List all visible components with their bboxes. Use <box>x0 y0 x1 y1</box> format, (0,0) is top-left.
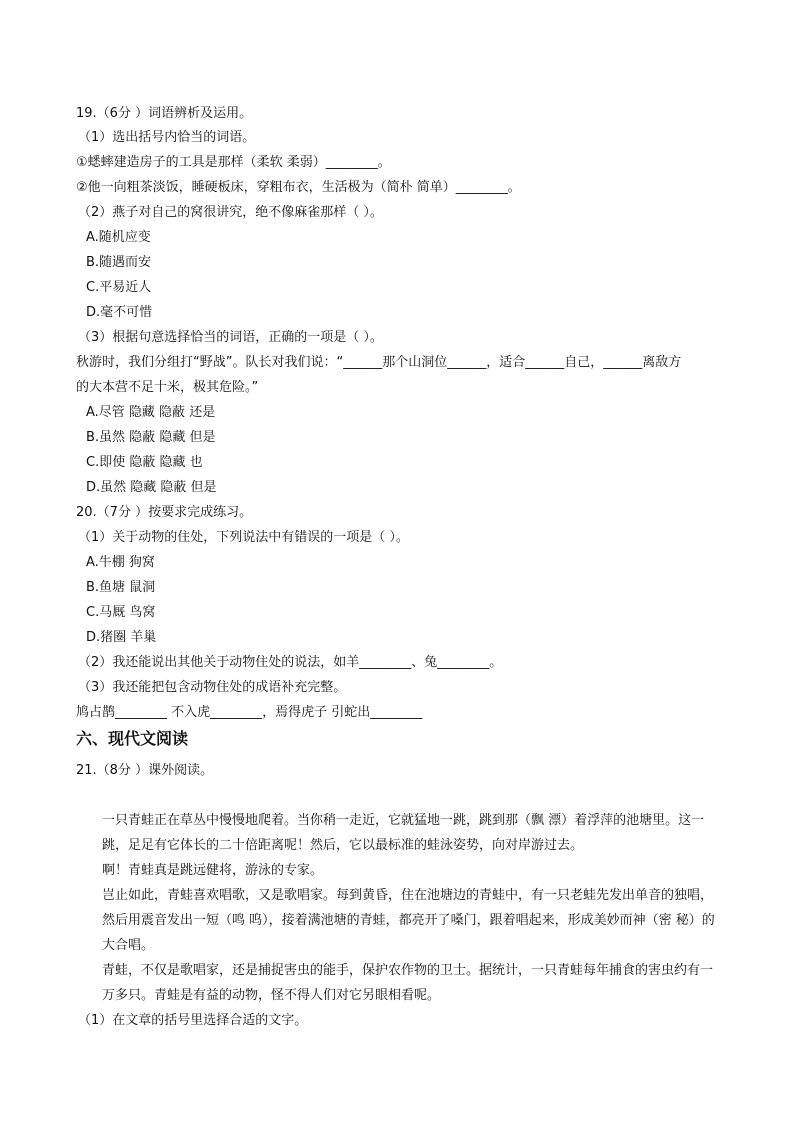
q19-part3-text-line2: 的大本营不足十米，极其危险。” <box>76 380 259 395</box>
q20-part3: （3）我还能把包含动物住处的成语补充完整。 <box>78 680 347 695</box>
q20-part3-idioms: 鸠占鹊________ 不入虎________，焉得虎子 引蛇出________ <box>76 705 423 720</box>
q20-part1-option-d: D.猪圈 羊巢 <box>86 630 157 645</box>
section-heading: 六、现代文阅读 <box>76 729 189 748</box>
q21-paragraph-4 <box>76 958 722 1008</box>
q19-part2-option-c: C.平易近人 <box>86 280 152 295</box>
q21-paragraph-1 <box>76 808 722 858</box>
q20-part1: （1）关于动物的住处，下列说法中有错误的一项是（ ）。 <box>78 530 409 545</box>
q20-part1-option-b: B.鱼塘 鼠洞 <box>86 580 156 595</box>
q19-part3-option-c: C.即使 隐蔽 隐藏 也 <box>86 455 203 470</box>
q20-header: 20.（7分 ）按要求完成练习。 <box>76 505 253 520</box>
q19-part2-option-a: A.随机应变 <box>86 230 151 245</box>
q19-item2: ②他一向粗茶淡饭，睡硬板床，穿粗布衣，生活极为（简朴 简单）________。 <box>76 180 521 195</box>
q21-paragraph-3-text: 岂止如此，青蛙喜欢唱歌，又是歌唱家。每到黄昏，住在池塘边的青蛙中，有一只老蛙先发出单音的独唱，然后用震音发出一短（鸣 呜），接着满池塘的青蛙，都亮开了嗓门，跟着唱起来，形成美妙而神（密 秘）的大合唱。 <box>102 888 715 953</box>
q21-paragraph-3 <box>76 883 722 958</box>
q20-part1-option-c: C.马厩 鸟窝 <box>86 605 156 620</box>
q21-part1: （1）在文章的括号里选择合适的文字。 <box>78 1013 308 1028</box>
q20-part2: （2）我还能说出其他关于动物住处的说法，如羊________、兔________。 <box>78 655 503 670</box>
q21-paragraph-4-text: 青蛙，不仅是歌唱家，还是捕捉害虫的能手，保护农作物的卫士。据统计，一只青蛙每年捕食的害虫约有一万多只。青蛙是有益的动物，怪不得人们对它另眼相看呢。 <box>102 963 714 1003</box>
q20-part1-option-a: A.牛棚 狗窝 <box>86 555 155 570</box>
q21-paragraph-1-text: 一只青蛙正在草丛中慢慢地爬着。当你稍一走近，它就猛地一跳，跳到那（飘 漂）着浮萍的池塘里。这一跳，足足有它体长的二十倍距离呢！然后，它以最标准的蛙泳姿势，向对岸游过去。 <box>102 813 705 853</box>
q19-part3: （3）根据句意选择恰当的词语，正确的一项是（ ）。 <box>78 330 383 345</box>
q21-header: 21.（8分 ）课外阅读。 <box>76 763 214 778</box>
q19-part3-option-a: A.尽管 隐藏 隐蔽 还是 <box>86 405 216 420</box>
q19-part3-text-line1: 秋游时，我们分组打“野战”。队长对我们说：“______那个山洞位______，适合______自己，______离敌方 <box>76 355 682 370</box>
q19-part1: （1）选出括号内恰当的词语。 <box>78 130 256 145</box>
q19-part2-option-b: B.随遇而安 <box>86 255 152 270</box>
q19-item1: ①蟋蟀建造房子的工具是那样（柔软 柔弱）________。 <box>76 155 391 170</box>
q21-paragraph-2 <box>76 858 722 883</box>
q19-part2: （2）燕子对自己的窝很讲究，绝不像麻雀那样（ ）。 <box>78 205 383 220</box>
q19-header: 19.（6分 ）词语辨析及运用。 <box>76 106 253 121</box>
q19-part2-option-d: D.毫不可惜 <box>86 305 153 320</box>
q19-part3-option-d: D.虽然 隐藏 隐蔽 但是 <box>86 480 217 495</box>
q21-paragraph-2-text: 啊！青蛙真是跳远健将，游泳的专家。 <box>102 863 324 878</box>
q19-part3-option-b: B.虽然 隐蔽 隐藏 但是 <box>86 430 216 445</box>
